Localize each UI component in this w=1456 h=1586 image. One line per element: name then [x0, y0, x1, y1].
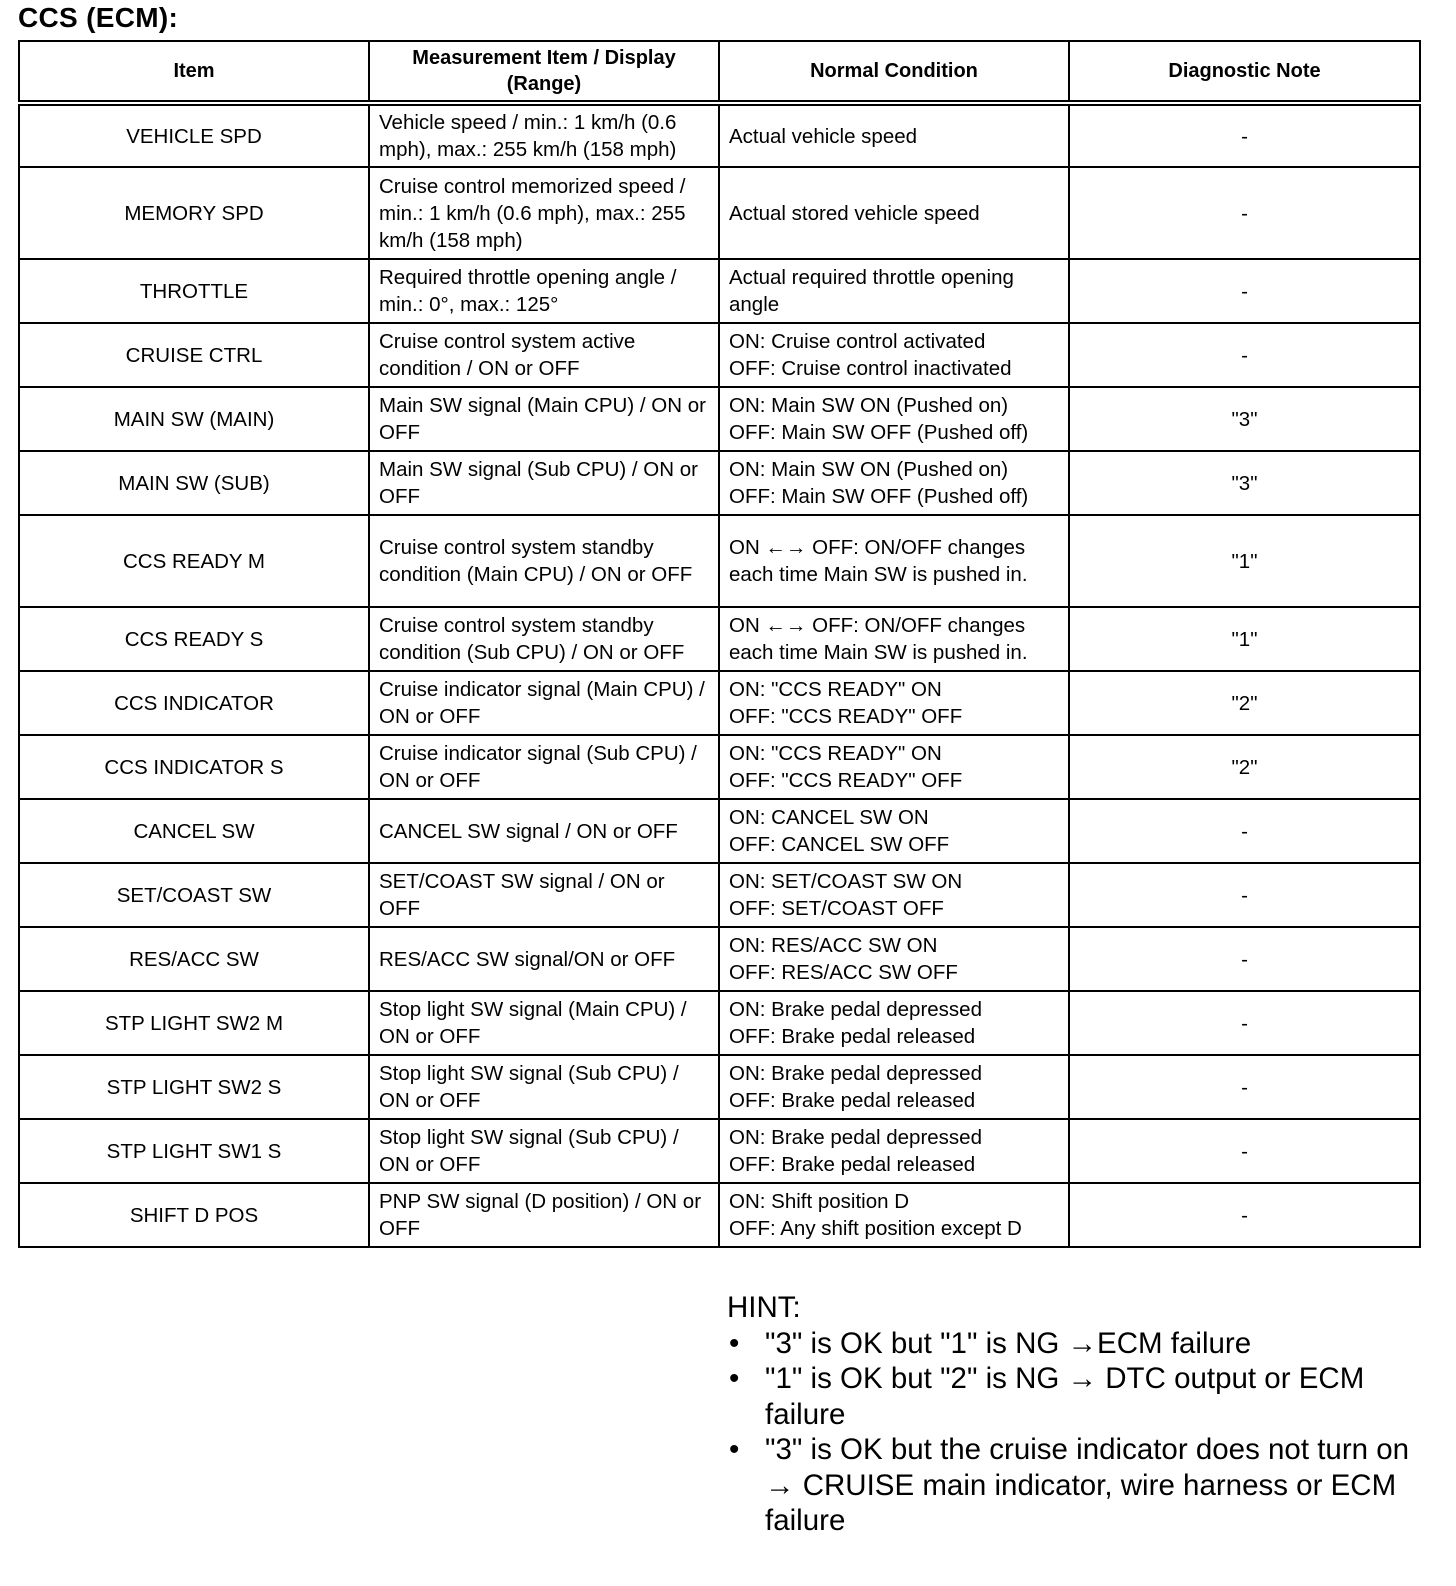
- condition-cell: ON: "CCS READY" ON OFF: "CCS READY" OFF: [719, 671, 1069, 735]
- column-header-condition: Normal Condition: [719, 41, 1069, 103]
- item-cell: CRUISE CTRL: [19, 323, 369, 387]
- bullet-icon: •: [729, 1326, 740, 1360]
- note-cell: -: [1069, 1055, 1420, 1119]
- note-cell: "3": [1069, 451, 1420, 515]
- table-row: [19, 515, 1420, 607]
- condition-cell: ON: SET/COAST SW ON OFF: SET/COAST OFF: [719, 863, 1069, 927]
- note-cell: -: [1069, 1183, 1420, 1247]
- note-cell: -: [1069, 799, 1420, 863]
- table-row: [19, 799, 1420, 863]
- note-cell: -: [1069, 1119, 1420, 1183]
- condition-cell: ON: Shift position D OFF: Any shift position except D: [719, 1183, 1069, 1247]
- column-header-measurement: Measurement Item / Display (Range): [369, 41, 719, 103]
- item-cell: STP LIGHT SW2 S: [19, 1055, 369, 1119]
- measurement-cell: Vehicle speed / min.: 1 km/h (0.6 mph), max.: 255 km/h (158 mph): [369, 103, 719, 167]
- measurement-cell: SET/COAST SW signal / ON or OFF: [369, 863, 719, 927]
- measurement-cell: Stop light SW signal (Main CPU) / ON or OFF: [369, 991, 719, 1055]
- item-cell: VEHICLE SPD: [19, 103, 369, 167]
- item-cell: THROTTLE: [19, 259, 369, 323]
- note-cell: -: [1069, 259, 1420, 323]
- item-cell: CANCEL SW: [19, 799, 369, 863]
- note-cell: "2": [1069, 735, 1420, 799]
- note-cell: -: [1069, 863, 1420, 927]
- hint-text: "1" is OK but "2" is NG → DTC output or ECM failure: [765, 1362, 1365, 1431]
- measurement-cell: Main SW signal (Sub CPU) / ON or OFF: [369, 451, 719, 515]
- condition-cell: Actual required throttle opening angle: [719, 259, 1069, 323]
- condition-cell: ON: CANCEL SW ON OFF: CANCEL SW OFF: [719, 799, 1069, 863]
- item-cell: CCS INDICATOR: [19, 671, 369, 735]
- table-row: [19, 607, 1420, 671]
- table-row: [19, 103, 1420, 167]
- item-cell: RES/ACC SW: [19, 927, 369, 991]
- note-cell: -: [1069, 167, 1420, 259]
- note-cell: "1": [1069, 607, 1420, 671]
- hint-item: [727, 1361, 1427, 1432]
- hint-list: [727, 1326, 1427, 1539]
- item-cell: MAIN SW (MAIN): [19, 387, 369, 451]
- table-row: [19, 927, 1420, 991]
- table-row: [19, 323, 1420, 387]
- condition-cell: ON: Brake pedal depressed OFF: Brake pedal released: [719, 1119, 1069, 1183]
- ccs-data-table: [18, 40, 1421, 1248]
- note-cell: -: [1069, 927, 1420, 991]
- measurement-cell: Stop light SW signal (Sub CPU) / ON or OFF: [369, 1055, 719, 1119]
- item-cell: SET/COAST SW: [19, 863, 369, 927]
- measurement-cell: CANCEL SW signal / ON or OFF: [369, 799, 719, 863]
- table-row: [19, 167, 1420, 259]
- table-row: [19, 259, 1420, 323]
- condition-cell: ON: Main SW ON (Pushed on) OFF: Main SW OFF (Pushed off): [719, 387, 1069, 451]
- table-row: [19, 671, 1420, 735]
- table-row: [19, 991, 1420, 1055]
- measurement-cell: Cruise indicator signal (Sub CPU) / ON or OFF: [369, 735, 719, 799]
- condition-cell: ON: RES/ACC SW ON OFF: RES/ACC SW OFF: [719, 927, 1069, 991]
- measurement-cell: RES/ACC SW signal/ON or OFF: [369, 927, 719, 991]
- item-cell: STP LIGHT SW2 M: [19, 991, 369, 1055]
- item-cell: CCS READY M: [19, 515, 369, 607]
- condition-cell: ON: Cruise control activated OFF: Cruise control inactivated: [719, 323, 1069, 387]
- table-row: [19, 735, 1420, 799]
- item-cell: SHIFT D POS: [19, 1183, 369, 1247]
- measurement-cell: Main SW signal (Main CPU) / ON or OFF: [369, 387, 719, 451]
- hint-text: "3" is OK but "1" is NG →ECM failure: [765, 1326, 1252, 1360]
- bullet-icon: •: [729, 1362, 740, 1395]
- hint-text: "3" is OK but the cruise indicator does not turn on → CRUISE main indicator, wire harness or ECM failure: [765, 1433, 1410, 1537]
- bullet-icon: •: [729, 1433, 740, 1466]
- note-cell: "1": [1069, 515, 1420, 607]
- item-cell: STP LIGHT SW1 S: [19, 1119, 369, 1183]
- column-header-note: Diagnostic Note: [1069, 41, 1420, 103]
- condition-cell: ON: Brake pedal depressed OFF: Brake pedal released: [719, 1055, 1069, 1119]
- table-row: [19, 1055, 1420, 1119]
- hint-item: [727, 1326, 1427, 1362]
- hint-section: [727, 1290, 1427, 1539]
- measurement-cell: Cruise control system standby condition (Sub CPU) / ON or OFF: [369, 607, 719, 671]
- item-cell: CCS READY S: [19, 607, 369, 671]
- column-header-item: Item: [19, 41, 369, 103]
- note-cell: "2": [1069, 671, 1420, 735]
- table-row: [19, 451, 1420, 515]
- note-cell: -: [1069, 323, 1420, 387]
- item-cell: MEMORY SPD: [19, 167, 369, 259]
- condition-cell: ON ←→ OFF: ON/OFF changes each time Main SW is pushed in.: [719, 607, 1069, 671]
- condition-cell: Actual vehicle speed: [719, 103, 1069, 167]
- measurement-cell: Cruise control system active condition / ON or OFF: [369, 323, 719, 387]
- note-cell: -: [1069, 991, 1420, 1055]
- table-row: [19, 1183, 1420, 1247]
- page-title: CCS (ECM):: [18, 2, 179, 33]
- measurement-cell: Stop light SW signal (Sub CPU) / ON or OFF: [369, 1119, 719, 1183]
- condition-cell: ON ←→ OFF: ON/OFF changes each time Main SW is pushed in.: [719, 515, 1069, 607]
- table-row: [19, 387, 1420, 451]
- note-cell: "3": [1069, 387, 1420, 451]
- measurement-cell: Cruise control memorized speed / min.: 1 km/h (0.6 mph), max.: 255 km/h (158 mph): [369, 167, 719, 259]
- measurement-cell: Required throttle opening angle / min.: 0°, max.: 125°: [369, 259, 719, 323]
- note-cell: -: [1069, 103, 1420, 167]
- hint-label: HINT:: [727, 1291, 801, 1324]
- measurement-cell: Cruise control system standby condition (Main CPU) / ON or OFF: [369, 515, 719, 607]
- condition-cell: ON: "CCS READY" ON OFF: "CCS READY" OFF: [719, 735, 1069, 799]
- item-cell: CCS INDICATOR S: [19, 735, 369, 799]
- table-header-row: [19, 41, 1420, 103]
- table-row: [19, 863, 1420, 927]
- table-row: [19, 1119, 1420, 1183]
- condition-cell: Actual stored vehicle speed: [719, 167, 1069, 259]
- measurement-cell: Cruise indicator signal (Main CPU) / ON or OFF: [369, 671, 719, 735]
- measurement-cell: PNP SW signal (D position) / ON or OFF: [369, 1183, 719, 1247]
- condition-cell: ON: Brake pedal depressed OFF: Brake pedal released: [719, 991, 1069, 1055]
- item-cell: MAIN SW (SUB): [19, 451, 369, 515]
- condition-cell: ON: Main SW ON (Pushed on) OFF: Main SW OFF (Pushed off): [719, 451, 1069, 515]
- hint-item: [727, 1432, 1427, 1539]
